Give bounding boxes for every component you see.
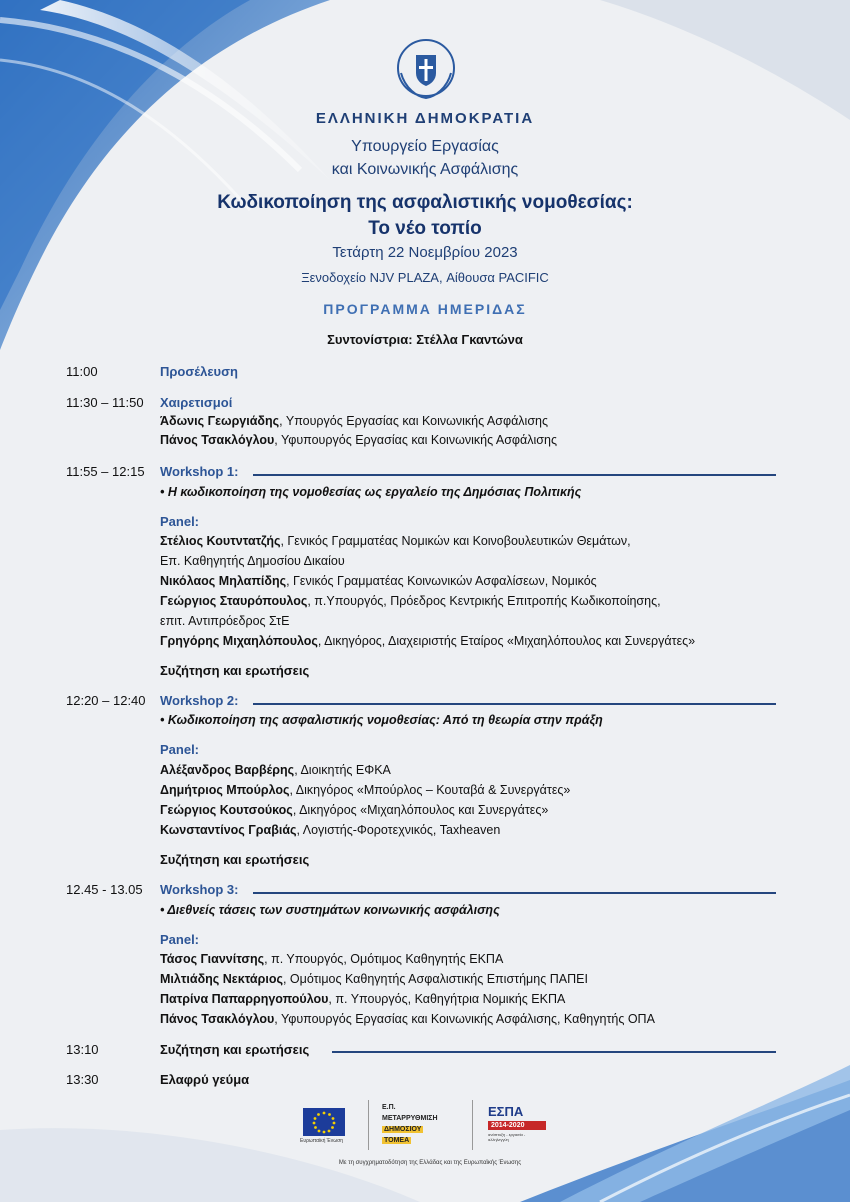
espa-slogan: ανάπτυξη - εργασία - αλληλεγγύη [488, 1132, 526, 1142]
panelist-role: Επ. Καθηγητής Δημοσίου Δικαίου [160, 554, 345, 568]
panelist-name: Μιλτιάδης Νεκτάριος [160, 972, 283, 986]
speaker-line [160, 433, 557, 447]
panelist-line [160, 574, 597, 588]
speaker-role: , Υπουργός Εργασίας και Κοινωνικής Ασφάλισης [279, 414, 549, 428]
eu-flag-icon [303, 1108, 345, 1136]
panelist-line [160, 803, 548, 817]
reform-line1: Ε.Π. [382, 1104, 396, 1111]
panelist-line [160, 614, 289, 628]
panelist-line [160, 554, 345, 568]
speaker-line [160, 414, 548, 428]
panelist-line [160, 594, 661, 608]
panelist-name: Γρηγόρης Μιχαηλόπουλος [160, 634, 318, 648]
reform-logo [382, 1102, 438, 1146]
reform-line3: ΔΗΜΟΣΙΟΥ [384, 1126, 422, 1133]
sponsor-logos [300, 1100, 560, 1160]
panelist-line [160, 634, 695, 648]
workshop2-title: Workshop 2: [160, 693, 239, 708]
final-discussion-title: Συζήτηση και ερωτήσεις [160, 1042, 310, 1057]
workshop1-topic: • Η κωδικοποίηση της νομοθεσίας ως εργαλείο της Δημόσιας Πολιτικής [160, 485, 582, 499]
panelist-name: Τάσος Γιαννίτσης [160, 952, 265, 966]
panelist-line [160, 823, 500, 837]
espa-logo [488, 1104, 546, 1142]
panelist-line [160, 952, 503, 966]
eu-caption: Ευρωπαϊκή Ένωση [300, 1138, 343, 1144]
event-title-line1: Κωδικοποίηση της ασφαλιστικής νομοθεσίας: [217, 192, 633, 213]
panelist-role: , Λογιστής-Φοροτεχνικός, Taxheaven [296, 823, 501, 837]
panelist-role: , π. Υπουργός, Καθηγήτρια Νομικής ΕΚΠΑ [328, 992, 566, 1006]
workshop3-title: Workshop 3: [160, 882, 239, 897]
ministry-name-line2: και Κοινωνικής Ασφάλισης [331, 161, 519, 178]
panelist-name: Γεώργιος Σταυρόπουλος [160, 594, 308, 608]
divider-line [253, 703, 776, 705]
panelist-line [160, 783, 570, 797]
panelist-role: , π.Υπουργός, Πρόεδρος Κεντρικής Επιτροπής Κωδικοποίησης, [307, 594, 661, 608]
event-venue: Ξενοδοχείο NJV PLAZA, Αίθουσα PACIFIC [301, 270, 549, 285]
workshop1-time: 11:55 – 12:15 [66, 464, 145, 479]
speaker-name: Πάνος Τσακλόγλου [160, 433, 275, 447]
workshop3-panel-label: Panel: [160, 932, 200, 947]
panelist-role: , Γενικός Γραμματέας Νομικών και Κοινοβουλευτικών Θεμάτων, [280, 534, 631, 548]
workshop3-time: 12.45 - 13.05 [66, 882, 143, 897]
event-title-line2: Το νέο τοπίο [368, 218, 482, 239]
program-title: ΠΡΟΓΡΑΜΜΑ ΗΜΕΡΙΔΑΣ [323, 301, 527, 317]
workshop3-topic: • Διεθνείς τάσεις των συστημάτων κοινωνικής ασφάλισης [160, 903, 500, 917]
panelist-line [160, 534, 631, 548]
panelist-name: Αλέξανδρος Βαρβέρης [160, 763, 295, 777]
workshop1-discussion: Συζήτηση και ερωτήσεις [160, 663, 310, 678]
greetings-time: 11:30 – 11:50 [66, 395, 144, 410]
panelist-name: Πατρίνα Παπαρρηγοπούλου [160, 992, 329, 1006]
panelist-name: Στέλιος Κουτντατζής [160, 534, 281, 548]
panelist-role: , Διοικητής ΕΦΚΑ [294, 763, 391, 777]
panelist-line [160, 763, 391, 777]
panelist-line [160, 1012, 655, 1026]
workshop2-time: 12:20 – 12:40 [66, 693, 146, 708]
espa-years: 2014-2020 [488, 1121, 546, 1130]
logo-separator [472, 1100, 473, 1150]
moderator: Συντονίστρια: Στέλλα Γκαντώνα [327, 332, 523, 347]
final-discussion-time: 13:10 [66, 1042, 99, 1057]
reform-line4: ΤΟΜΕΑ [384, 1137, 410, 1144]
panelist-line [160, 972, 588, 986]
panelist-name: Κωνσταντίνος Γραβιάς [160, 823, 297, 837]
panelist-name: Νικόλαος Μηλαπίδης [160, 574, 287, 588]
greek-coat-of-arms-icon [395, 33, 457, 103]
workshop2-panel-label: Panel: [160, 742, 200, 757]
panelist-name: Δημήτριος Μπούρλος [160, 783, 290, 797]
event-date: Τετάρτη 22 Νοεμβρίου 2023 [332, 244, 518, 261]
greetings-title: Χαιρετισμοί [160, 395, 233, 410]
workshop2-topic: • Κωδικοποίηση της ασφαλιστικής νομοθεσίας: Από τη θεωρία στην πράξη [160, 713, 603, 727]
speaker-role: , Υφυπουργός Εργασίας και Κοινωνικής Ασφάλισης [274, 433, 557, 447]
arrival-time: 11:00 [66, 364, 98, 379]
speaker-name: Άδωνις Γεωργιάδης [160, 414, 280, 428]
panelist-role: επιτ. Αντιπρόεδρος ΣτΕ [160, 614, 290, 628]
lunch-time: 13:30 [66, 1072, 99, 1087]
panelist-role: , Δικηγόρος «Μπούρλος – Κουταβά & Συνεργάτες» [289, 783, 571, 797]
panelist-role: , Δικηγόρος, Διαχειριστής Εταίρος «Μιχαηλόπουλος και Συνεργάτες» [317, 634, 696, 648]
divider-line [253, 892, 776, 894]
workshop1-title: Workshop 1: [160, 464, 239, 479]
panelist-role: , Υφυπουργός Εργασίας και Κοινωνικής Ασφάλισης, Καθηγητής ΟΠΑ [274, 1012, 655, 1026]
panelist-role: , Ομότιμος Καθηγητής Ασφαλιστικής Επιστήμης ΠΑΠΕΙ [282, 972, 588, 986]
panelist-role: , π. Υπουργός, Ομότιμος Καθηγητής ΕΚΠΑ [264, 952, 504, 966]
ministry-name-line1: Υπουργείο Εργασίας [351, 138, 499, 155]
logo-separator [368, 1100, 369, 1150]
workshop2-discussion: Συζήτηση και ερωτήσεις [160, 852, 310, 867]
espa-title: ΕΣΠΑ [488, 1104, 524, 1119]
workshop1-panel-label: Panel: [160, 514, 200, 529]
panelist-name: Γεώργιος Κουτσούκος [160, 803, 293, 817]
panelist-name: Πάνος Τσακλόγλου [160, 1012, 275, 1026]
divider-line [253, 474, 776, 476]
arrival-title: Προσέλευση [160, 364, 238, 379]
divider-line [332, 1051, 776, 1053]
panelist-role: , Γενικός Γραμματέας Κοινωνικών Ασφαλίσεων, Νομικός [286, 574, 597, 588]
reform-line2: ΜΕΤΑΡΡΥΘΜΙΣΗ [382, 1115, 438, 1122]
republic-heading: ΕΛΛΗΝΙΚΗ ΔΗΜΟΚΡΑΤΙΑ [315, 110, 535, 127]
panelist-line [160, 992, 565, 1006]
lunch-title: Ελαφρύ γεύμα [160, 1072, 250, 1087]
funding-note: Με τη συγχρηματοδότηση της Ελλάδας και της Ευρωπαϊκής Ένωσης [338, 1160, 522, 1166]
panelist-role: , Δικηγόρος «Μιχαηλόπουλος και Συνεργάτες» [292, 803, 549, 817]
